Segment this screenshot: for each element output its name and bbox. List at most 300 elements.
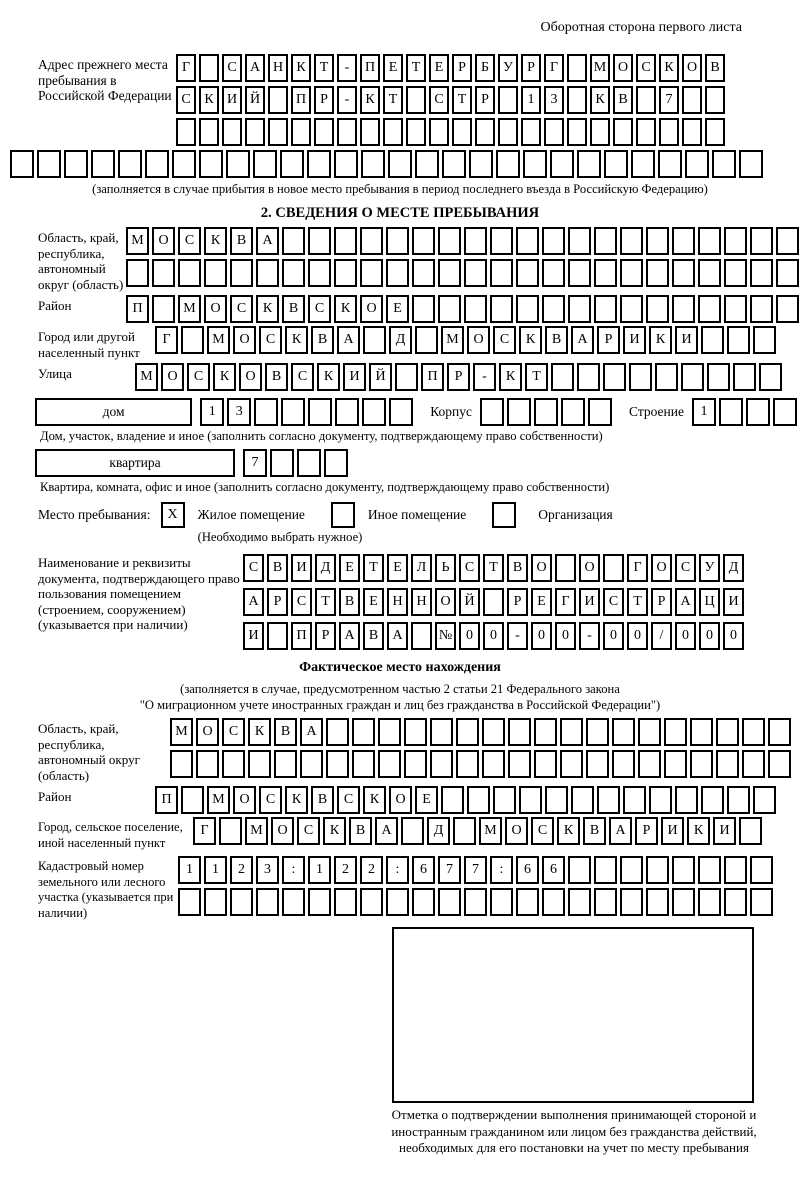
char-cell[interactable]	[571, 786, 594, 814]
char-cell[interactable]	[181, 326, 204, 354]
char-cell[interactable]	[698, 888, 721, 916]
char-cell[interactable]	[438, 259, 461, 287]
char-cell[interactable]	[467, 786, 490, 814]
char-cell[interactable]	[638, 718, 661, 746]
char-cell[interactable]: С	[230, 295, 253, 323]
char-cell[interactable]	[401, 817, 424, 845]
char-cell[interactable]	[386, 227, 409, 255]
char-cell[interactable]: П	[360, 54, 380, 82]
char-cell[interactable]: Г	[155, 326, 178, 354]
char-cell[interactable]	[620, 888, 643, 916]
char-cell[interactable]	[682, 118, 702, 146]
char-cell[interactable]: К	[687, 817, 710, 845]
char-cell[interactable]	[649, 786, 672, 814]
char-cell[interactable]: Г	[555, 588, 576, 616]
char-cell[interactable]: 1	[692, 398, 716, 426]
char-cell[interactable]: 6	[542, 856, 565, 884]
char-cell[interactable]	[270, 449, 294, 477]
char-cell[interactable]	[456, 750, 479, 778]
char-cell[interactable]: И	[343, 363, 366, 391]
char-cell[interactable]	[360, 259, 383, 287]
char-cell[interactable]: Н	[411, 588, 432, 616]
char-cell[interactable]: 7	[464, 856, 487, 884]
char-cell[interactable]: К	[285, 326, 308, 354]
char-cell[interactable]	[482, 750, 505, 778]
char-cell[interactable]	[496, 150, 520, 178]
char-cell[interactable]: В	[705, 54, 725, 82]
char-cell[interactable]: М	[441, 326, 464, 354]
char-cell[interactable]: В	[583, 817, 606, 845]
char-cell[interactable]	[698, 227, 721, 255]
char-cell[interactable]: О	[161, 363, 184, 391]
char-cell[interactable]	[199, 118, 219, 146]
char-cell[interactable]: -	[473, 363, 496, 391]
char-cell[interactable]: И	[291, 554, 312, 582]
char-cell[interactable]	[594, 856, 617, 884]
char-cell[interactable]: О	[271, 817, 294, 845]
char-cell[interactable]	[268, 118, 288, 146]
char-cell[interactable]: И	[661, 817, 684, 845]
char-cell[interactable]: К	[248, 718, 271, 746]
char-cell[interactable]	[705, 86, 725, 114]
char-cell[interactable]: Г	[176, 54, 196, 82]
char-cell[interactable]	[542, 227, 565, 255]
char-cell[interactable]: С	[243, 554, 264, 582]
char-cell[interactable]	[352, 718, 375, 746]
char-cell[interactable]	[230, 888, 253, 916]
char-cell[interactable]	[363, 326, 386, 354]
char-cell[interactable]: Е	[386, 295, 409, 323]
char-cell[interactable]	[567, 118, 587, 146]
char-cell[interactable]: 0	[483, 622, 504, 650]
char-cell[interactable]	[222, 118, 242, 146]
char-cell[interactable]: Р	[475, 86, 495, 114]
char-cell[interactable]: Т	[452, 86, 472, 114]
char-cell[interactable]	[733, 363, 756, 391]
char-cell[interactable]: М	[590, 54, 610, 82]
char-cell[interactable]: К	[590, 86, 610, 114]
char-cell[interactable]: С	[429, 86, 449, 114]
char-cell[interactable]	[334, 259, 357, 287]
char-cell[interactable]	[646, 888, 669, 916]
char-cell[interactable]	[438, 888, 461, 916]
char-cell[interactable]	[412, 227, 435, 255]
checkbox-residential[interactable]: X	[161, 502, 185, 528]
char-cell[interactable]	[360, 118, 380, 146]
char-cell[interactable]	[282, 227, 305, 255]
char-cell[interactable]	[646, 295, 669, 323]
char-cell[interactable]: В	[274, 718, 297, 746]
char-cell[interactable]: Р	[447, 363, 470, 391]
char-cell[interactable]	[453, 817, 476, 845]
char-cell[interactable]	[727, 326, 750, 354]
char-cell[interactable]: О	[152, 227, 175, 255]
char-cell[interactable]	[441, 786, 464, 814]
char-cell[interactable]	[739, 150, 763, 178]
char-cell[interactable]: С	[337, 786, 360, 814]
char-cell[interactable]	[612, 718, 635, 746]
char-cell[interactable]	[324, 449, 348, 477]
char-cell[interactable]	[248, 750, 271, 778]
char-cell[interactable]: В	[265, 363, 288, 391]
char-cell[interactable]	[560, 718, 583, 746]
char-cell[interactable]: Е	[531, 588, 552, 616]
char-cell[interactable]: К	[291, 54, 311, 82]
char-cell[interactable]: Г	[544, 54, 564, 82]
char-cell[interactable]: Р	[635, 817, 658, 845]
char-cell[interactable]	[361, 150, 385, 178]
char-cell[interactable]	[438, 295, 461, 323]
char-cell[interactable]	[378, 750, 401, 778]
char-cell[interactable]: М	[479, 817, 502, 845]
char-cell[interactable]	[759, 363, 782, 391]
char-cell[interactable]: Л	[411, 554, 432, 582]
char-cell[interactable]: 0	[723, 622, 744, 650]
char-cell[interactable]	[712, 150, 736, 178]
char-cell[interactable]	[308, 259, 331, 287]
char-cell[interactable]: Н	[268, 54, 288, 82]
char-cell[interactable]: В	[339, 588, 360, 616]
char-cell[interactable]	[597, 786, 620, 814]
char-cell[interactable]	[256, 259, 279, 287]
char-cell[interactable]: И	[713, 817, 736, 845]
char-cell[interactable]	[152, 295, 175, 323]
char-cell[interactable]	[170, 750, 193, 778]
char-cell[interactable]	[685, 150, 709, 178]
char-cell[interactable]: К	[659, 54, 679, 82]
char-cell[interactable]	[631, 150, 655, 178]
char-cell[interactable]: К	[363, 786, 386, 814]
char-cell[interactable]	[555, 554, 576, 582]
char-cell[interactable]	[739, 817, 762, 845]
char-cell[interactable]	[719, 398, 743, 426]
char-cell[interactable]	[521, 118, 541, 146]
char-cell[interactable]: :	[386, 856, 409, 884]
char-cell[interactable]	[282, 888, 305, 916]
char-cell[interactable]: Р	[267, 588, 288, 616]
char-cell[interactable]	[181, 786, 204, 814]
char-cell[interactable]: У	[699, 554, 720, 582]
char-cell[interactable]	[430, 750, 453, 778]
char-cell[interactable]: Р	[507, 588, 528, 616]
char-cell[interactable]: :	[490, 856, 513, 884]
char-cell[interactable]	[516, 295, 539, 323]
char-cell[interactable]	[196, 750, 219, 778]
char-cell[interactable]	[672, 856, 695, 884]
char-cell[interactable]	[516, 888, 539, 916]
char-cell[interactable]: О	[196, 718, 219, 746]
char-cell[interactable]	[594, 888, 617, 916]
char-cell[interactable]: Т	[363, 554, 384, 582]
char-cell[interactable]	[586, 718, 609, 746]
char-cell[interactable]: С	[178, 227, 201, 255]
char-cell[interactable]	[698, 259, 721, 287]
char-cell[interactable]	[178, 888, 201, 916]
char-cell[interactable]	[567, 86, 587, 114]
char-cell[interactable]	[705, 118, 725, 146]
char-cell[interactable]: А	[243, 588, 264, 616]
char-cell[interactable]	[776, 259, 799, 287]
char-cell[interactable]	[698, 295, 721, 323]
char-cell[interactable]: 6	[516, 856, 539, 884]
char-cell[interactable]: М	[207, 326, 230, 354]
char-cell[interactable]: О	[204, 295, 227, 323]
char-cell[interactable]: Т	[406, 54, 426, 82]
char-cell[interactable]	[742, 718, 765, 746]
char-cell[interactable]	[352, 750, 375, 778]
char-cell[interactable]	[672, 888, 695, 916]
char-cell[interactable]: В	[545, 326, 568, 354]
char-cell[interactable]	[490, 295, 513, 323]
char-cell[interactable]: 0	[699, 622, 720, 650]
char-cell[interactable]	[464, 259, 487, 287]
char-cell[interactable]: В	[230, 227, 253, 255]
char-cell[interactable]: В	[349, 817, 372, 845]
char-cell[interactable]: Й	[245, 86, 265, 114]
char-cell[interactable]	[672, 259, 695, 287]
char-cell[interactable]	[753, 326, 776, 354]
char-cell[interactable]	[727, 786, 750, 814]
char-cell[interactable]	[620, 227, 643, 255]
char-cell[interactable]: Р	[314, 86, 334, 114]
char-cell[interactable]: 3	[256, 856, 279, 884]
char-cell[interactable]: С	[187, 363, 210, 391]
char-cell[interactable]	[638, 750, 661, 778]
char-cell[interactable]	[768, 718, 791, 746]
char-cell[interactable]	[604, 150, 628, 178]
char-cell[interactable]	[588, 398, 612, 426]
char-cell[interactable]	[429, 118, 449, 146]
char-cell[interactable]	[664, 750, 687, 778]
char-cell[interactable]: -	[337, 86, 357, 114]
checkbox-organization[interactable]	[492, 502, 516, 528]
char-cell[interactable]	[412, 888, 435, 916]
char-cell[interactable]	[383, 118, 403, 146]
char-cell[interactable]: Т	[383, 86, 403, 114]
char-cell[interactable]	[568, 259, 591, 287]
char-cell[interactable]: Н	[387, 588, 408, 616]
char-cell[interactable]	[516, 259, 539, 287]
char-cell[interactable]: В	[267, 554, 288, 582]
char-cell[interactable]	[534, 750, 557, 778]
char-cell[interactable]	[388, 150, 412, 178]
char-cell[interactable]	[690, 750, 713, 778]
char-cell[interactable]: Е	[363, 588, 384, 616]
char-cell[interactable]: Г	[627, 554, 648, 582]
char-cell[interactable]	[490, 227, 513, 255]
char-cell[interactable]	[406, 118, 426, 146]
char-cell[interactable]	[594, 295, 617, 323]
char-cell[interactable]: А	[375, 817, 398, 845]
char-cell[interactable]	[577, 363, 600, 391]
char-cell[interactable]	[568, 856, 591, 884]
char-cell[interactable]	[268, 86, 288, 114]
char-cell[interactable]	[204, 259, 227, 287]
char-cell[interactable]: Р	[651, 588, 672, 616]
char-cell[interactable]: О	[360, 295, 383, 323]
char-cell[interactable]: 7	[243, 449, 267, 477]
char-cell[interactable]	[516, 227, 539, 255]
char-cell[interactable]	[37, 150, 61, 178]
char-cell[interactable]: О	[531, 554, 552, 582]
char-cell[interactable]: Д	[315, 554, 336, 582]
char-cell[interactable]	[199, 54, 219, 82]
char-cell[interactable]	[724, 227, 747, 255]
char-cell[interactable]	[672, 295, 695, 323]
char-cell[interactable]	[550, 150, 574, 178]
char-cell[interactable]	[507, 398, 531, 426]
char-cell[interactable]: С	[531, 817, 554, 845]
char-cell[interactable]: О	[613, 54, 633, 82]
char-cell[interactable]	[291, 118, 311, 146]
char-cell[interactable]: К	[557, 817, 580, 845]
checkbox-other-premises[interactable]	[331, 502, 355, 528]
char-cell[interactable]: :	[282, 856, 305, 884]
char-cell[interactable]: В	[507, 554, 528, 582]
char-cell[interactable]: И	[723, 588, 744, 616]
char-cell[interactable]: М	[207, 786, 230, 814]
char-cell[interactable]: Д	[723, 554, 744, 582]
char-cell[interactable]: В	[613, 86, 633, 114]
char-cell[interactable]	[415, 150, 439, 178]
char-cell[interactable]: В	[311, 326, 334, 354]
char-cell[interactable]	[612, 750, 635, 778]
char-cell[interactable]	[590, 118, 610, 146]
char-cell[interactable]	[698, 856, 721, 884]
char-cell[interactable]: Е	[339, 554, 360, 582]
char-cell[interactable]: О	[579, 554, 600, 582]
char-cell[interactable]	[152, 259, 175, 287]
char-cell[interactable]	[308, 227, 331, 255]
char-cell[interactable]	[594, 259, 617, 287]
char-cell[interactable]: О	[389, 786, 412, 814]
char-cell[interactable]	[334, 150, 358, 178]
char-cell[interactable]: К	[256, 295, 279, 323]
char-cell[interactable]	[613, 118, 633, 146]
char-cell[interactable]: /	[651, 622, 672, 650]
char-cell[interactable]	[753, 786, 776, 814]
char-cell[interactable]	[226, 150, 250, 178]
char-cell[interactable]	[724, 856, 747, 884]
char-cell[interactable]	[646, 259, 669, 287]
char-cell[interactable]: В	[363, 622, 384, 650]
char-cell[interactable]: И	[222, 86, 242, 114]
char-cell[interactable]: В	[282, 295, 305, 323]
char-cell[interactable]: К	[360, 86, 380, 114]
char-cell[interactable]	[438, 227, 461, 255]
char-cell[interactable]	[281, 398, 305, 426]
char-cell[interactable]	[620, 259, 643, 287]
char-cell[interactable]: О	[505, 817, 528, 845]
char-cell[interactable]	[490, 888, 513, 916]
char-cell[interactable]: О	[435, 588, 456, 616]
char-cell[interactable]: А	[337, 326, 360, 354]
char-cell[interactable]	[629, 363, 652, 391]
char-cell[interactable]: 7	[438, 856, 461, 884]
char-cell[interactable]: П	[291, 86, 311, 114]
char-cell[interactable]: С	[291, 588, 312, 616]
char-cell[interactable]: А	[387, 622, 408, 650]
char-cell[interactable]	[404, 750, 427, 778]
char-cell[interactable]: 3	[544, 86, 564, 114]
char-cell[interactable]: О	[233, 786, 256, 814]
char-cell[interactable]	[362, 398, 386, 426]
char-cell[interactable]	[636, 118, 656, 146]
char-cell[interactable]	[126, 259, 149, 287]
char-cell[interactable]	[282, 259, 305, 287]
char-cell[interactable]: 1	[178, 856, 201, 884]
char-cell[interactable]	[456, 718, 479, 746]
char-cell[interactable]	[253, 150, 277, 178]
char-cell[interactable]: И	[675, 326, 698, 354]
char-cell[interactable]: К	[323, 817, 346, 845]
char-cell[interactable]	[118, 150, 142, 178]
char-cell[interactable]	[577, 150, 601, 178]
char-cell[interactable]	[682, 86, 702, 114]
char-cell[interactable]	[750, 227, 773, 255]
char-cell[interactable]: 1	[308, 856, 331, 884]
char-cell[interactable]: П	[155, 786, 178, 814]
char-cell[interactable]: О	[239, 363, 262, 391]
char-cell[interactable]: 0	[459, 622, 480, 650]
char-cell[interactable]	[568, 227, 591, 255]
char-cell[interactable]: С	[222, 718, 245, 746]
char-cell[interactable]	[335, 398, 359, 426]
char-cell[interactable]: С	[259, 786, 282, 814]
char-cell[interactable]	[659, 118, 679, 146]
char-cell[interactable]	[750, 259, 773, 287]
char-cell[interactable]	[623, 786, 646, 814]
char-cell[interactable]	[230, 259, 253, 287]
char-cell[interactable]: 0	[555, 622, 576, 650]
char-cell[interactable]: К	[649, 326, 672, 354]
char-cell[interactable]	[646, 856, 669, 884]
char-cell[interactable]	[464, 888, 487, 916]
char-cell[interactable]: 0	[675, 622, 696, 650]
char-cell[interactable]	[91, 150, 115, 178]
char-cell[interactable]: П	[421, 363, 444, 391]
char-cell[interactable]	[308, 398, 332, 426]
char-cell[interactable]: А	[339, 622, 360, 650]
char-cell[interactable]	[567, 54, 587, 82]
char-cell[interactable]	[742, 750, 765, 778]
char-cell[interactable]	[542, 259, 565, 287]
char-cell[interactable]	[254, 398, 278, 426]
char-cell[interactable]	[204, 888, 227, 916]
char-cell[interactable]	[776, 227, 799, 255]
char-cell[interactable]	[334, 227, 357, 255]
char-cell[interactable]: 1	[521, 86, 541, 114]
char-cell[interactable]	[307, 150, 331, 178]
char-cell[interactable]	[178, 259, 201, 287]
char-cell[interactable]: Ь	[435, 554, 456, 582]
char-cell[interactable]	[542, 295, 565, 323]
char-cell[interactable]: О	[233, 326, 256, 354]
char-cell[interactable]	[658, 150, 682, 178]
char-cell[interactable]: Е	[383, 54, 403, 82]
char-cell[interactable]: Р	[315, 622, 336, 650]
char-cell[interactable]	[222, 750, 245, 778]
char-cell[interactable]	[386, 888, 409, 916]
char-cell[interactable]	[490, 259, 513, 287]
char-cell[interactable]: М	[245, 817, 268, 845]
char-cell[interactable]: С	[308, 295, 331, 323]
char-cell[interactable]: П	[291, 622, 312, 650]
char-cell[interactable]	[308, 888, 331, 916]
char-cell[interactable]	[508, 750, 531, 778]
char-cell[interactable]	[551, 363, 574, 391]
char-cell[interactable]	[664, 718, 687, 746]
